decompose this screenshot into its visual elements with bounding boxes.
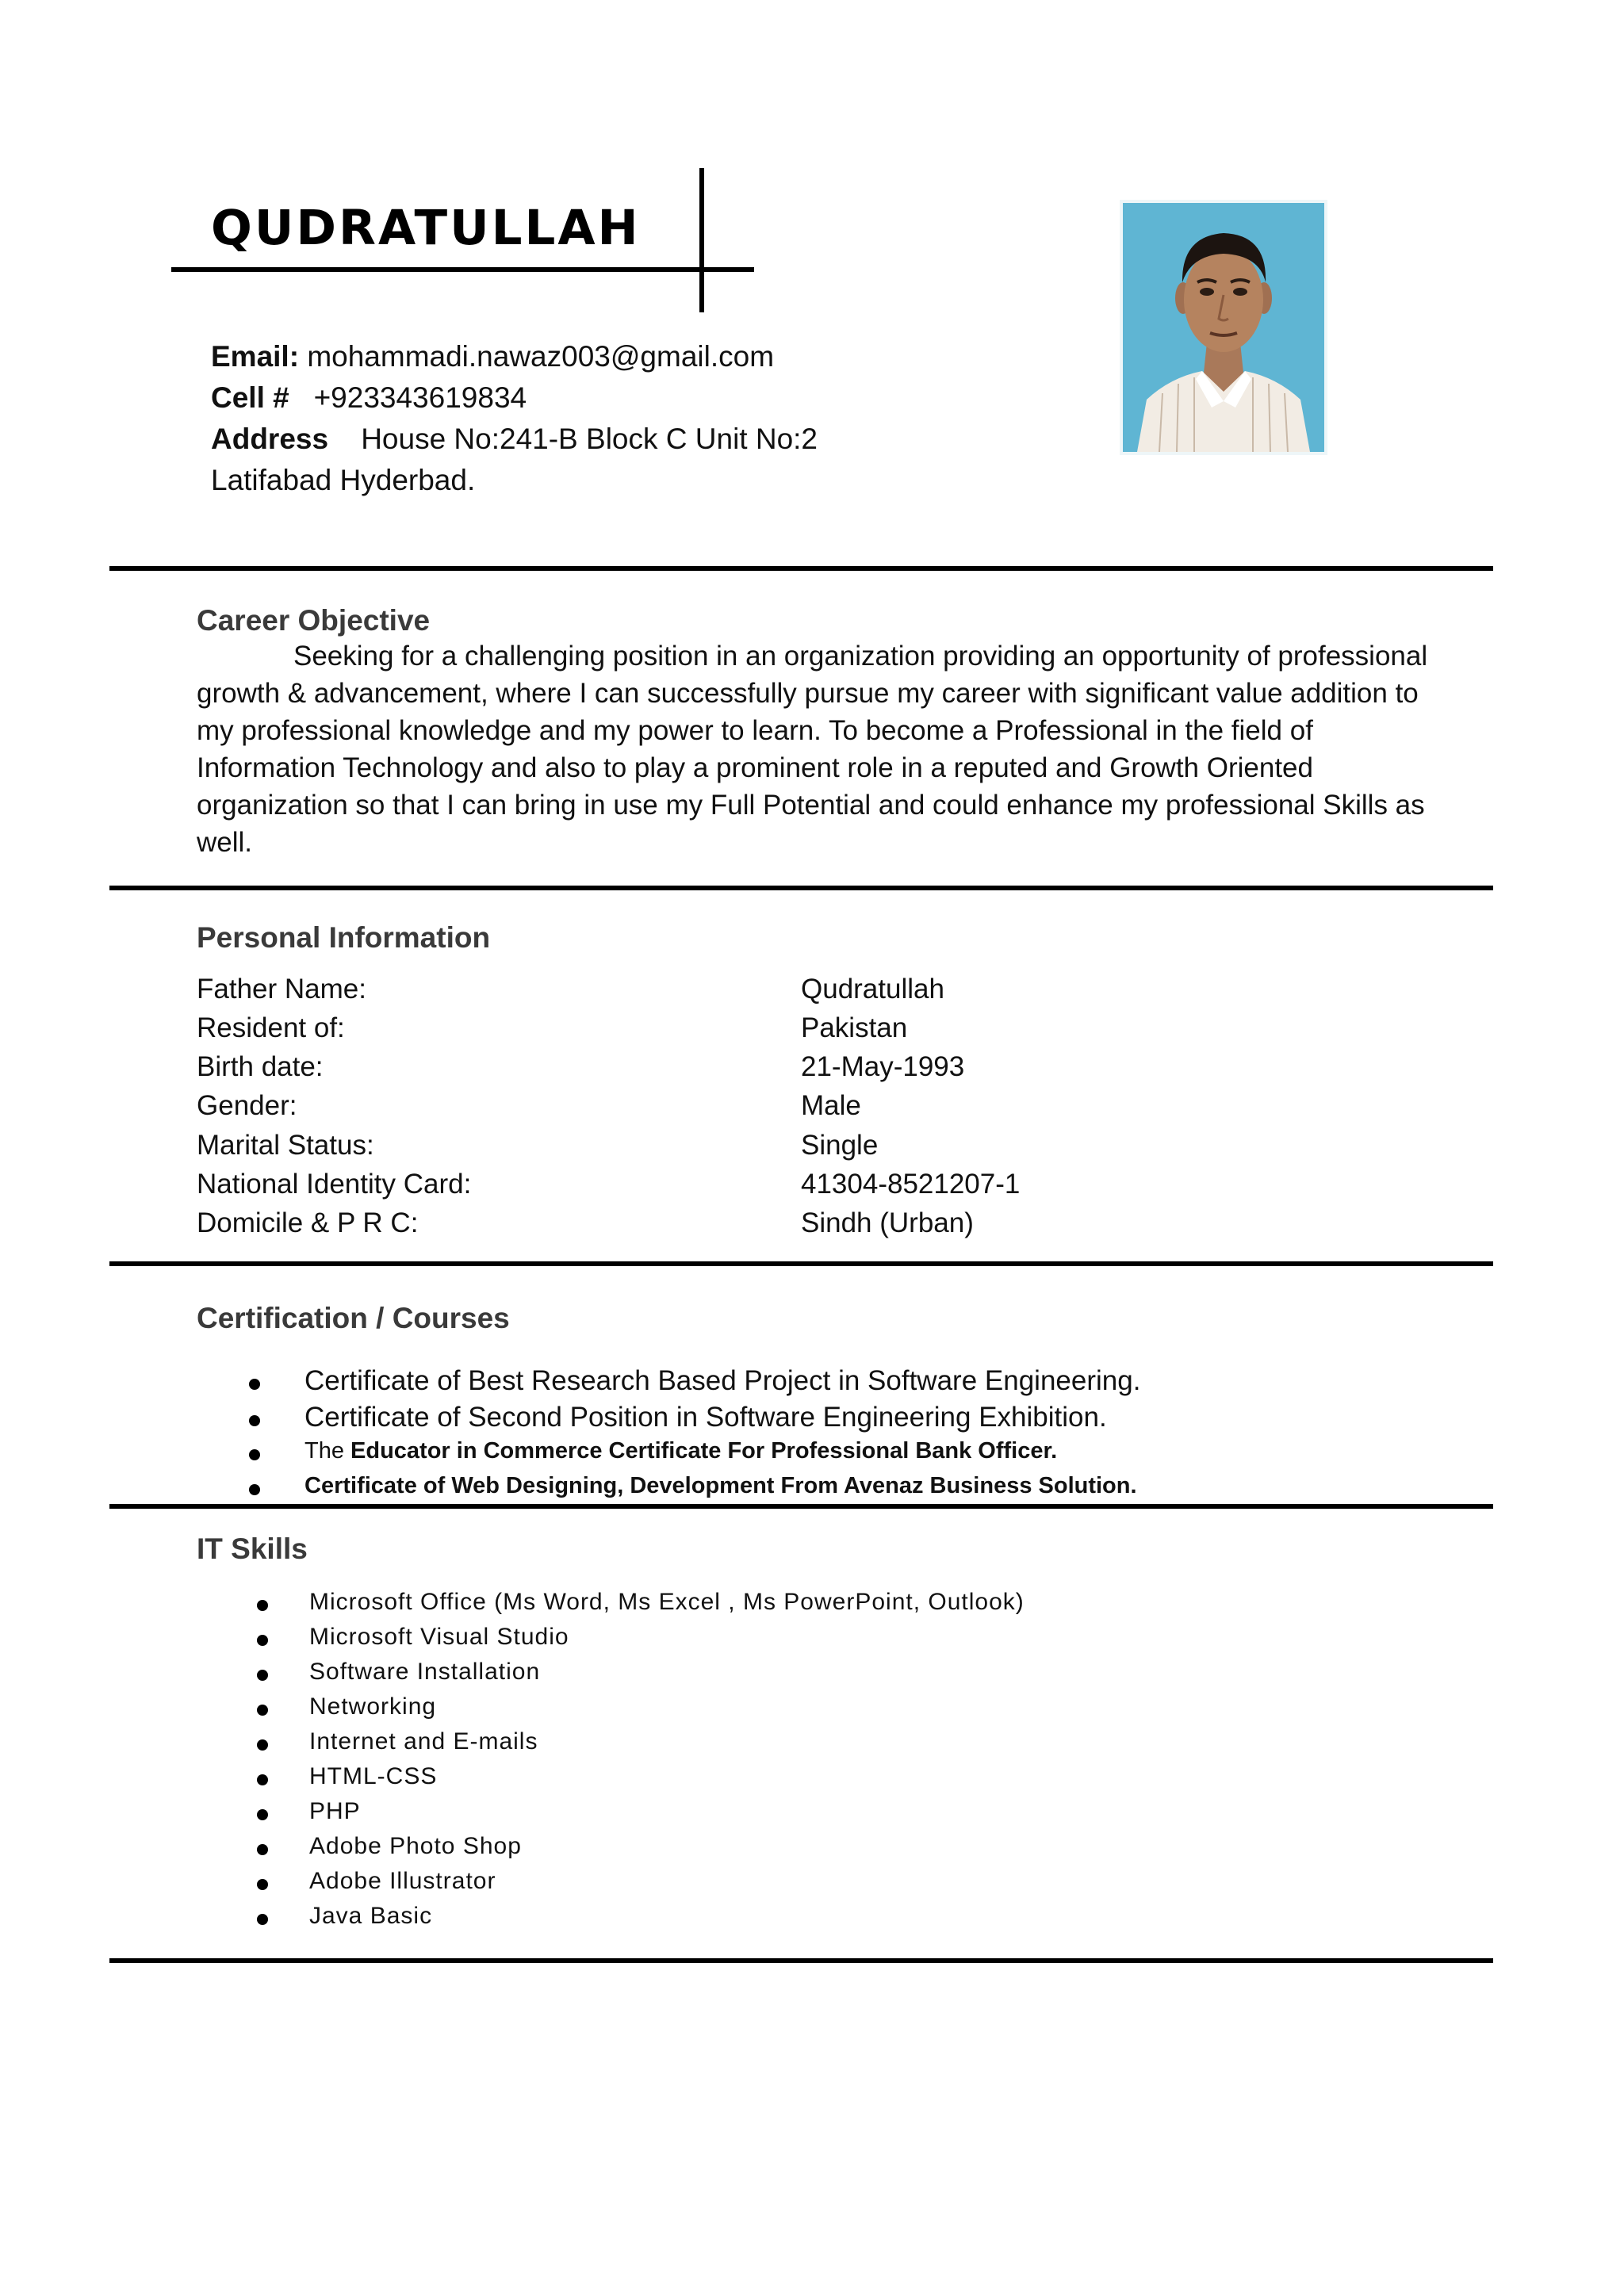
skill-text: HTML-CSS bbox=[309, 1763, 438, 1789]
list-item bbox=[238, 1903, 1025, 1938]
bullet-icon bbox=[249, 1484, 260, 1495]
info-value: Sindh (Urban) bbox=[801, 1207, 974, 1238]
bullet-icon bbox=[257, 1879, 268, 1890]
list-item bbox=[238, 1693, 1025, 1728]
list-item bbox=[238, 1589, 1025, 1624]
career-objective-body: Seeking for a challenging position in an organization providing an opportunity of professional growth & advancement, where I can successfully pursue my career with significant value addition to my professional knowledge and my power to learn. To become a Professional in the field of Information Technology and also to play a prominent role in a reputed and Growth Oriented organization so that I can bring in use my Full Potential and could enhance my professional Skills as well. bbox=[197, 641, 1428, 858]
info-label: Gender: bbox=[197, 1090, 297, 1121]
info-row-resident-of bbox=[197, 1012, 1386, 1052]
name-vertical-divider bbox=[699, 168, 704, 312]
list-item bbox=[238, 1728, 1025, 1763]
list-item bbox=[238, 1659, 1025, 1693]
email-line bbox=[211, 336, 818, 377]
bullet-icon bbox=[257, 1739, 268, 1751]
info-row-marital-status bbox=[197, 1130, 1386, 1169]
career-objective-text bbox=[197, 637, 1434, 861]
it-skills-list bbox=[238, 1589, 1025, 1938]
address-line-2: Latifabad Hyderbad. bbox=[211, 464, 476, 496]
list-item bbox=[236, 1365, 1140, 1402]
certificate-prefix: The bbox=[304, 1438, 351, 1464]
section-divider-2 bbox=[109, 886, 1493, 890]
list-item bbox=[236, 1473, 1140, 1508]
certificate-text: Certificate of Best Research Based Project in Software Engineering. bbox=[304, 1365, 1141, 1396]
info-row-domicile bbox=[197, 1207, 1386, 1247]
list-item bbox=[238, 1624, 1025, 1659]
list-item bbox=[238, 1763, 1025, 1798]
address-line bbox=[211, 419, 818, 460]
info-label: Resident of: bbox=[197, 1012, 345, 1043]
section-divider-5 bbox=[109, 1958, 1493, 1963]
cell-line bbox=[211, 377, 818, 419]
bullet-icon bbox=[249, 1379, 260, 1390]
info-label: Domicile & P R C: bbox=[197, 1207, 419, 1238]
bullet-icon bbox=[257, 1635, 268, 1646]
section-divider-4 bbox=[109, 1504, 1493, 1509]
it-skills-title: IT Skills bbox=[197, 1533, 308, 1565]
address-value-line1: House No:241-B Block C Unit No:2 bbox=[361, 423, 818, 455]
career-objective-title: Career Objective bbox=[197, 604, 431, 637]
info-value: Single bbox=[801, 1130, 879, 1161]
list-item bbox=[236, 1438, 1140, 1473]
section-divider-3 bbox=[109, 1261, 1493, 1266]
list-item bbox=[238, 1868, 1025, 1903]
bullet-icon bbox=[257, 1600, 268, 1611]
certificate-text: Certificate of Web Designing, Development From Avenaz Business Solution. bbox=[304, 1473, 1137, 1498]
name-underline bbox=[171, 267, 754, 272]
bullet-icon bbox=[257, 1774, 268, 1785]
info-value: Pakistan bbox=[801, 1012, 908, 1043]
info-label: Marital Status: bbox=[197, 1130, 374, 1161]
list-item bbox=[238, 1833, 1025, 1868]
certificate-text: Certificate of Second Position in Software Engineering Exhibition. bbox=[304, 1402, 1107, 1433]
bullet-icon bbox=[257, 1670, 268, 1681]
bullet-icon bbox=[249, 1449, 260, 1460]
bullet-icon bbox=[257, 1914, 268, 1925]
contact-block bbox=[211, 336, 818, 501]
skill-text: PHP bbox=[309, 1798, 361, 1824]
email-value: mohammadi.nawaz003@gmail.com bbox=[307, 340, 775, 373]
info-label: National Identity Card: bbox=[197, 1169, 472, 1200]
info-value: Male bbox=[801, 1090, 861, 1121]
email-label: Email: bbox=[211, 340, 300, 373]
list-item bbox=[238, 1798, 1025, 1833]
bullet-icon bbox=[257, 1844, 268, 1855]
info-value: Qudratullah bbox=[801, 974, 944, 1004]
skill-text: Networking bbox=[309, 1693, 437, 1720]
profile-photo-image bbox=[1123, 203, 1324, 452]
bullet-icon bbox=[249, 1415, 260, 1426]
info-value: 41304-8521207-1 bbox=[801, 1169, 1021, 1200]
info-row-birth-date bbox=[197, 1051, 1386, 1091]
candidate-name: QUDRATULLAH bbox=[211, 200, 641, 256]
certificate-text: Educator in Commerce Certificate For Professional Bank Officer. bbox=[350, 1438, 1058, 1464]
address-label: Address bbox=[211, 423, 329, 455]
bullet-icon bbox=[257, 1809, 268, 1820]
info-value: 21-May-1993 bbox=[801, 1051, 965, 1082]
bullet-icon bbox=[257, 1705, 268, 1716]
skill-text: Adobe Photo Shop bbox=[309, 1833, 522, 1859]
skill-text: Java Basic bbox=[309, 1903, 433, 1929]
certifications-title: Certification / Courses bbox=[197, 1302, 510, 1334]
skill-text: Adobe Illustrator bbox=[309, 1868, 496, 1894]
personal-information-title: Personal Information bbox=[197, 921, 491, 954]
profile-photo bbox=[1120, 200, 1327, 455]
cell-label: Cell # bbox=[211, 381, 289, 414]
skill-text: Microsoft Visual Studio bbox=[309, 1624, 569, 1650]
info-row-gender bbox=[197, 1090, 1386, 1130]
certifications-list bbox=[236, 1365, 1140, 1508]
info-label: Father Name: bbox=[197, 974, 366, 1004]
skill-text: Internet and E-mails bbox=[309, 1728, 538, 1755]
skill-text: Software Installation bbox=[309, 1659, 541, 1685]
list-item bbox=[236, 1402, 1140, 1438]
cell-value: +923343619834 bbox=[313, 381, 527, 414]
info-label: Birth date: bbox=[197, 1051, 324, 1082]
info-row-father-name bbox=[197, 974, 1386, 1013]
section-divider-1 bbox=[109, 566, 1493, 571]
info-row-national-identity-card bbox=[197, 1169, 1386, 1208]
skill-text: Microsoft Office (Ms Word, Ms Excel , Ms PowerPoint, Outlook) bbox=[309, 1589, 1025, 1615]
